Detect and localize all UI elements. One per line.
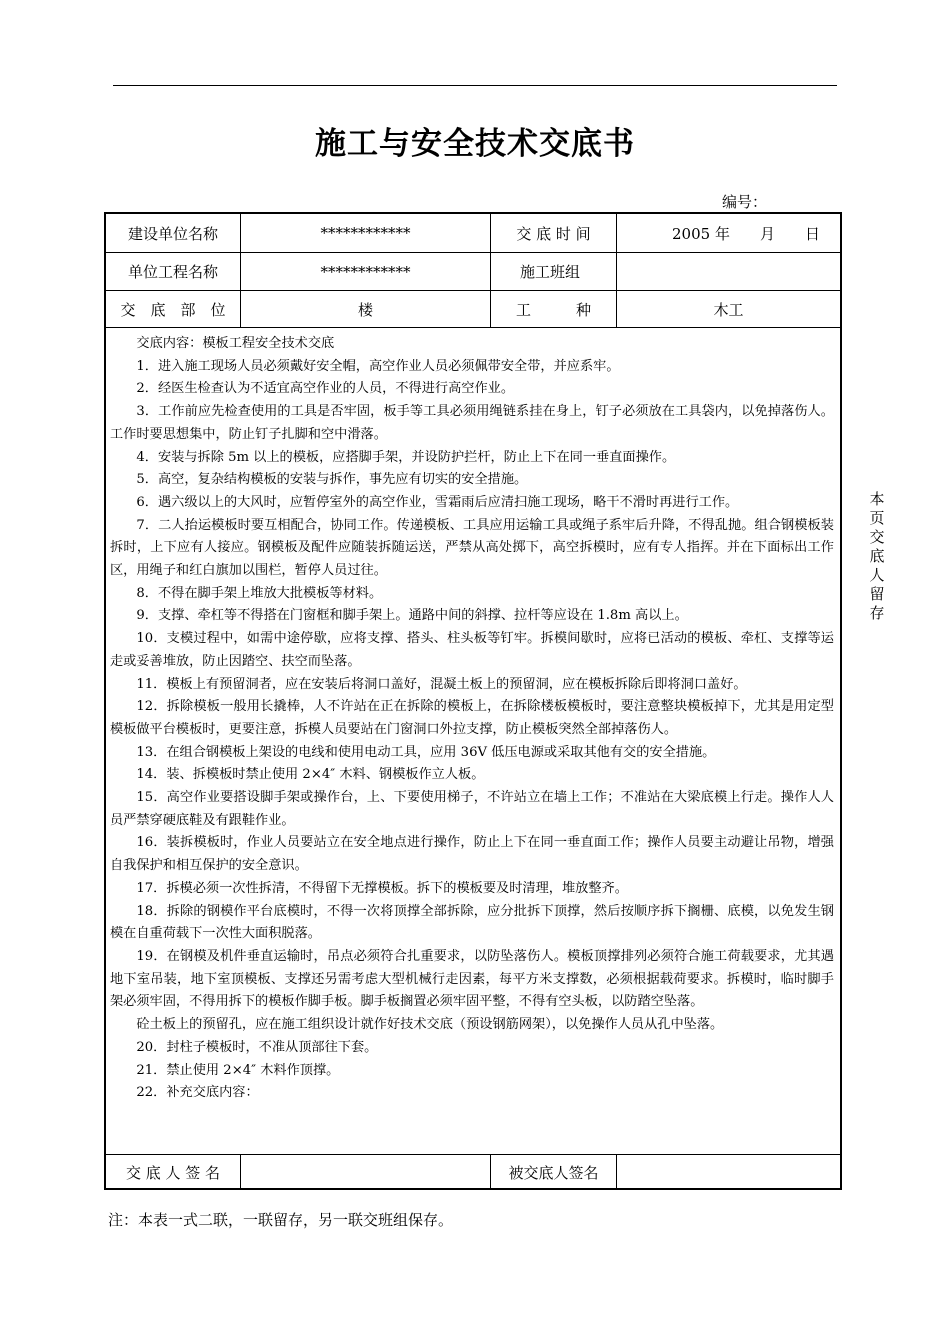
content-line: 22．补充交底内容： [136, 1085, 259, 1101]
content-line: 11．模板上有预留洞者，应在安装后将洞口盖好，混凝土板上的预留洞，应在模板拆除后即将洞口盖好。 [136, 676, 747, 692]
project-name-value: ************ [320, 262, 411, 281]
content-line: 6．遇六级以上的大风时，应暂停室外的高空作业，雪霜雨后应清扫施工现场，略干不滑时再进行工作。 [136, 494, 739, 510]
header-rule [113, 85, 837, 86]
briefing-content [106, 330, 840, 1105]
content-line: 1．进入施工现场人员必须戴好安全帽，高空作业人员必须佩带安全带，并应系牢。 [136, 358, 620, 374]
content-line: 21．禁止使用 2×4″ 木料作顶撑。 [136, 1062, 340, 1078]
content-line: 5．高空，复杂结构模板的安装与拆作，事先应有切实的安全措施。 [136, 472, 528, 488]
content-line: 16．装拆模板时，作业人员要站立在安全地点进行操作，防止上下在同一垂直面工作；操作人员要主动避让吊物，增强自我保护和相互保护的安全意识。 [110, 835, 834, 874]
briefing-form-table [104, 212, 842, 1190]
content-line: 17．拆模必须一次性拆清，不得留下无撑模板。拆下的模板要及时清理，堆放整齐。 [136, 880, 628, 896]
recipient-signature-field[interactable] [617, 1155, 840, 1190]
trade-type-value: 木工 [713, 300, 744, 319]
content-line: 15．高空作业要搭设脚手架或操作台，上、下要使用梯子，不许站立在墙上工作；不准站在大梁底模上行走。操作人人员严禁穿硬底鞋及有跟鞋作业。 [110, 790, 834, 828]
footnote: 注：本表一式二联，一联留存，另一联交班组保存。 [108, 1211, 454, 1229]
briefing-date-label: 交 底 时 间 [516, 224, 591, 243]
work-crew-value [617, 253, 840, 290]
briefing-date-value: 2005 年 月 日 [672, 224, 820, 243]
content-line: 交底内容：模板工程安全技术交底 [136, 336, 335, 351]
content-line: 3．工作前应先检查使用的工具是否牢固，板手等工具必须用绳链系挂在身上，钉子必须放在工具袋内，以免掉落伤人。工作时要思想集中，防止钉子扎脚和空中滑落。 [110, 404, 834, 442]
trade-type-label: 工 种 [515, 300, 591, 319]
content-line: 砼土板上的预留孔，应在施工组织设计就作好技术交底（预设钢筋网架），以免操作人员从孔中坠落。 [136, 1017, 724, 1033]
content-line: 8．不得在脚手架上堆放大批模板等材料。 [136, 585, 383, 601]
content-line: 20．封柱子模板时，不准从顶部往下套。 [136, 1039, 378, 1055]
document-title: 施工与安全技术交底书 [315, 126, 635, 162]
content-line: 18．拆除的钢模作平台底模时，不得一次将顶撑全部拆除，应分批拆下顶撑，然后按顺序拆下搁栅、底模，以免发生钢模在自重荷载下一次性大面积脱落。 [110, 903, 834, 942]
briefing-location-value: 楼 [357, 300, 373, 319]
construction-unit-label: 建设单位名称 [127, 224, 218, 243]
content-line: 10．支模过程中，如需中途停歇，应将支撑、搭头、柱头板等钉牢。拆模间歇时，应将已活动的模板、牵杠、支撑等运走或妥善堆放，防止因踏空、扶空而坠落。 [110, 631, 834, 669]
retention-side-note: 本页交底人留存 [869, 490, 885, 622]
project-name-label: 单位工程名称 [127, 263, 218, 281]
work-crew-label: 施工班组 [520, 263, 581, 281]
content-line: 9．支撑、牵杠等不得搭在门窗框和脚手架上。通路中间的斜撑、拉杆等应设在 1.8m 高以上。 [136, 608, 688, 624]
content-line: 12．拆除模板一般用长撬棒，人不许站在正在拆除的模板上，在拆除楼板模板时，要注意整块模板掉下，尤其是用定型模板做平台模板时，更要注意，拆模人员要站在门窗洞口外拉支撑，防止模板突然全部掉落伤人。 [110, 699, 834, 737]
content-line: 7．二人抬运模板时要互相配合，协同工作。传递模板、工具应用运输工具或绳子系牢后升降，不得乱抛。组合钢模板装拆时，上下应有人接应。钢模板及配件应随装拆随运送，严禁从高处掷下，高空拆模时，应有专人指挥。并在下面标出工作区，用绳子和红白旗加以围栏，暂停人员过往。 [110, 517, 834, 579]
content-line: 19．在钢模及机件垂直运输时，吊点必须符合扎重要求，以防坠落伤人。模板顶撑排列必须符合施工荷载要求，尤其遇地下室吊装，地下室顶模板、支撑还另需考虑大型机械行走因素，每平方米支撑数，必须根据载荷要求。拆模时，临时脚手架必须牢固，不得用拆下的模板作脚手板。脚手板搁置必须牢固平整，不得有空头板，以防踏空坠落。 [110, 948, 834, 1010]
content-line: 14．装、拆模板时禁止使用 2×4″ 木料、钢模板作立人板。 [136, 767, 485, 783]
content-line: 13．在组合钢模板上架设的电线和使用电动工具，应用 36V 低压电源或采取其他有交的安全措施。 [136, 744, 716, 760]
briefer-signature-field[interactable] [241, 1155, 490, 1190]
row-divider [106, 327, 840, 328]
briefing-location-label: 交 底 部 位 [120, 300, 226, 319]
content-line: 4．安装与拆除 5m 以上的模板，应搭脚手架，并设防护拦杆，防止上下在同一垂直面操作。 [136, 449, 676, 465]
serial-number-label: 编号： [722, 193, 768, 211]
recipient-signature-label: 被交底人签名 [508, 1164, 599, 1182]
briefer-signature-label: 交 底 人 签 名 [125, 1164, 221, 1182]
construction-unit-value: ************ [320, 224, 411, 242]
content-line: 2．经医生检查认为不适宜高空作业的人员，不得进行高空作业。 [136, 381, 515, 397]
